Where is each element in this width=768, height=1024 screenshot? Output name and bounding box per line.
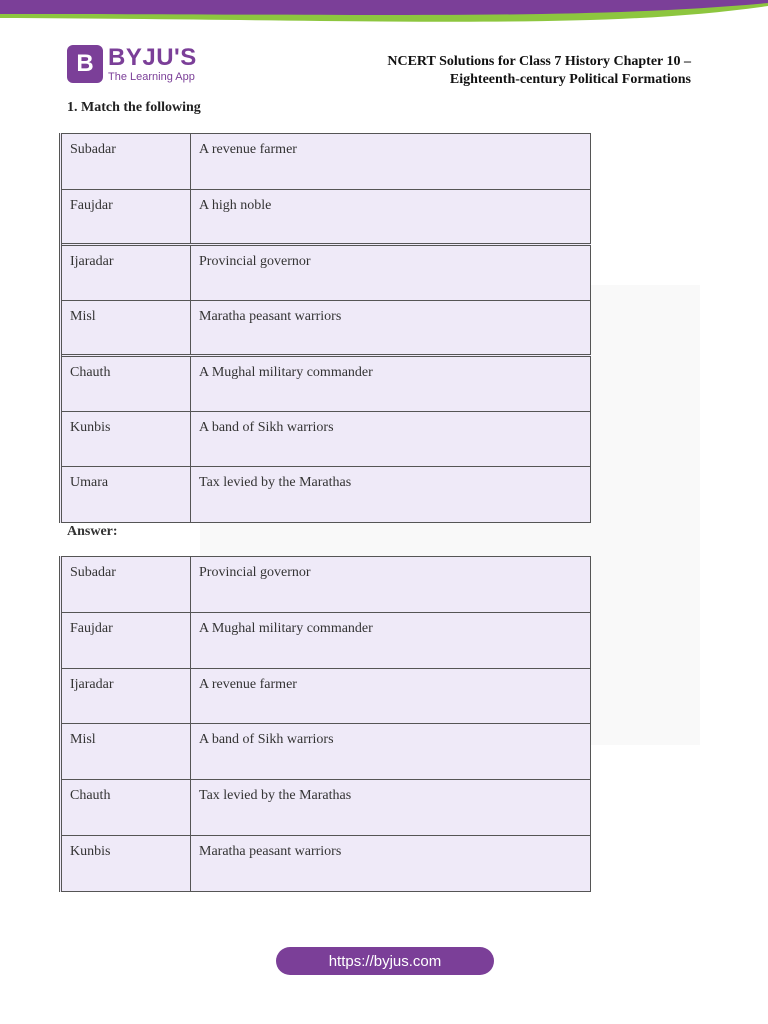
description-cell: A revenue farmer <box>191 134 591 190</box>
term-cell: Ijaradar <box>61 668 191 724</box>
term-cell: Umara <box>61 467 191 523</box>
logo-tagline: The Learning App <box>108 70 195 83</box>
answer-table <box>59 556 591 892</box>
description-cell: A revenue farmer <box>191 668 591 724</box>
term-cell: Misl <box>61 300 191 356</box>
table-row <box>61 189 591 245</box>
answer-heading: Answer: <box>67 524 118 539</box>
description-cell: A Mughal military commander <box>191 612 591 668</box>
logo-mark-icon: B <box>67 45 103 83</box>
term-cell: Chauth <box>61 780 191 836</box>
table-row <box>61 557 591 613</box>
table-row <box>61 300 591 356</box>
term-cell: Faujdar <box>61 612 191 668</box>
byjus-logo[interactable] <box>67 45 197 83</box>
table-row <box>61 356 591 412</box>
description-cell: Provincial governor <box>191 245 591 301</box>
term-cell: Kunbis <box>61 835 191 891</box>
table-row <box>61 724 591 780</box>
description-cell: Tax levied by the Marathas <box>191 467 591 523</box>
description-cell: A band of Sikh warriors <box>191 411 591 467</box>
table-row <box>61 612 591 668</box>
description-cell: A high noble <box>191 189 591 245</box>
document-title <box>387 53 691 89</box>
table-row <box>61 467 591 523</box>
table-row <box>61 780 591 836</box>
description-cell: Tax levied by the Marathas <box>191 780 591 836</box>
question-table <box>59 133 591 523</box>
title-line-1: NCERT Solutions for Class 7 History Chapter 10 – <box>387 54 691 69</box>
logo-name: BYJU'S <box>108 43 197 71</box>
term-cell: Kunbis <box>61 411 191 467</box>
description-cell: A band of Sikh warriors <box>191 724 591 780</box>
term-cell: Subadar <box>61 557 191 613</box>
term-cell: Subadar <box>61 134 191 190</box>
table-row <box>61 668 591 724</box>
title-line-2: Eighteenth-century Political Formations <box>449 72 691 87</box>
description-cell: Provincial governor <box>191 557 591 613</box>
term-cell: Ijaradar <box>61 245 191 301</box>
header-banner <box>0 0 768 30</box>
table-row <box>61 134 591 190</box>
description-cell: Maratha peasant warriors <box>191 835 591 891</box>
description-cell: A Mughal military commander <box>191 356 591 412</box>
table-row <box>61 411 591 467</box>
table-row <box>61 245 591 301</box>
description-cell: Maratha peasant warriors <box>191 300 591 356</box>
term-cell: Misl <box>61 724 191 780</box>
table-row <box>61 835 591 891</box>
term-cell: Faujdar <box>61 189 191 245</box>
question-heading: 1. Match the following <box>67 100 201 115</box>
term-cell: Chauth <box>61 356 191 412</box>
website-link[interactable]: https://byjus.com <box>276 947 494 975</box>
